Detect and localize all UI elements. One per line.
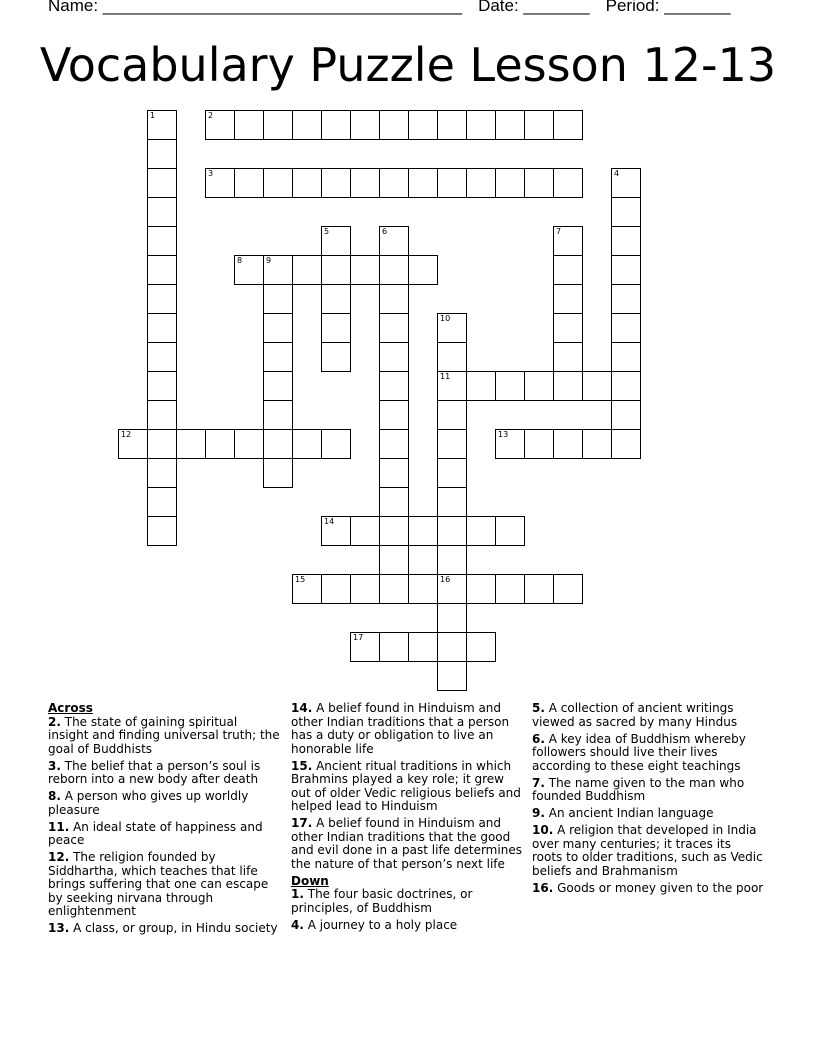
cell-number: 7 bbox=[556, 227, 562, 236]
crossword-cell[interactable] bbox=[553, 110, 583, 140]
crossword-cell[interactable] bbox=[495, 574, 525, 604]
crossword-cell[interactable] bbox=[437, 603, 467, 633]
crossword-cell[interactable] bbox=[437, 313, 467, 343]
cell-number: 17 bbox=[353, 633, 364, 642]
crossword-cell[interactable] bbox=[437, 429, 467, 459]
crossword-cell[interactable] bbox=[147, 429, 177, 459]
crossword-cell[interactable] bbox=[553, 371, 583, 401]
crossword-cell[interactable] bbox=[495, 110, 525, 140]
clue-number: 15. bbox=[291, 758, 313, 773]
cell-number: 16 bbox=[440, 575, 451, 584]
crossword-cell[interactable] bbox=[147, 197, 177, 227]
clue-number: 5. bbox=[532, 701, 545, 715]
crossword-cell[interactable] bbox=[379, 487, 409, 517]
crossword-cell[interactable] bbox=[147, 516, 177, 546]
clue-down-4 bbox=[291, 919, 523, 933]
cell-number: 8 bbox=[237, 256, 243, 265]
crossword-cell[interactable] bbox=[466, 110, 496, 140]
clue-text: The name given to the man who founded Buddhism bbox=[532, 775, 745, 803]
cell-number: 1 bbox=[150, 111, 156, 120]
crossword-cell[interactable] bbox=[524, 110, 554, 140]
cell-number: 6 bbox=[382, 227, 388, 236]
crossword-cell[interactable] bbox=[379, 458, 409, 488]
crossword-cell[interactable] bbox=[466, 371, 496, 401]
crossword-cell[interactable] bbox=[553, 429, 583, 459]
clue-down-6 bbox=[532, 733, 764, 774]
clue-down-9 bbox=[532, 807, 764, 821]
clues-column-2 bbox=[291, 702, 523, 936]
crossword-cell[interactable] bbox=[611, 400, 641, 430]
crossword-cell[interactable] bbox=[147, 226, 177, 256]
crossword-cell[interactable] bbox=[263, 429, 293, 459]
crossword-cell[interactable] bbox=[611, 284, 641, 314]
crossword-cell[interactable] bbox=[350, 632, 380, 662]
name-field-label: Name: ______________________________________ bbox=[48, 0, 463, 15]
crossword-cell[interactable] bbox=[437, 371, 467, 401]
crossword-cell[interactable] bbox=[147, 139, 177, 169]
crossword-cell[interactable] bbox=[466, 168, 496, 198]
crossword-cell[interactable] bbox=[553, 342, 583, 372]
crossword-cell[interactable] bbox=[437, 400, 467, 430]
crossword-cell[interactable] bbox=[408, 110, 438, 140]
clue-number: 9. bbox=[532, 806, 545, 820]
crossword-cell[interactable] bbox=[321, 516, 351, 546]
clue-across-14 bbox=[291, 702, 523, 756]
crossword-cell[interactable] bbox=[437, 110, 467, 140]
crossword-cell[interactable] bbox=[147, 458, 177, 488]
crossword-cell[interactable] bbox=[379, 371, 409, 401]
cell-number: 15 bbox=[295, 575, 306, 584]
period-field-label: Period: _______ bbox=[605, 0, 731, 15]
crossword-cell[interactable] bbox=[147, 168, 177, 198]
clue-text: The religion founded by Siddhartha, which teaches that life brings suffering that one can escape by seeking nirvana through enlightenment bbox=[48, 850, 269, 918]
crossword-cell[interactable] bbox=[437, 458, 467, 488]
crossword-cell[interactable] bbox=[205, 429, 235, 459]
crossword-cell[interactable] bbox=[234, 429, 264, 459]
crossword-cell[interactable] bbox=[437, 574, 467, 604]
crossword-cell[interactable] bbox=[611, 255, 641, 285]
clue-down-7 bbox=[532, 777, 764, 804]
crossword-cell[interactable] bbox=[553, 255, 583, 285]
crossword-cell[interactable] bbox=[582, 371, 612, 401]
crossword-cell[interactable] bbox=[205, 110, 235, 140]
crossword-cell[interactable] bbox=[611, 429, 641, 459]
crossword-cell[interactable] bbox=[205, 168, 235, 198]
crossword-cell[interactable] bbox=[263, 400, 293, 430]
crossword-cell[interactable] bbox=[437, 342, 467, 372]
clue-text: A key idea of Buddhism whereby followers should live their lives according to these eight teachings bbox=[532, 731, 746, 773]
crossword-cell[interactable] bbox=[437, 516, 467, 546]
crossword-cell[interactable] bbox=[437, 632, 467, 662]
crossword-cell[interactable] bbox=[147, 371, 177, 401]
crossword-cell[interactable] bbox=[263, 110, 293, 140]
clue-across-2 bbox=[48, 716, 280, 757]
crossword-cell[interactable] bbox=[263, 255, 293, 285]
crossword-cell[interactable] bbox=[263, 458, 293, 488]
crossword-cell[interactable] bbox=[292, 110, 322, 140]
clue-number: 6. bbox=[532, 731, 545, 746]
crossword-cell[interactable] bbox=[437, 168, 467, 198]
clue-text: A person who gives up worldly pleasure bbox=[48, 789, 249, 817]
clue-down-10 bbox=[532, 824, 764, 878]
clue-text: An ancient Indian language bbox=[548, 806, 714, 820]
crossword-cell[interactable] bbox=[611, 313, 641, 343]
clue-text: The belief that a person’s soul is reborn into a new body after death bbox=[48, 758, 261, 786]
crossword-cell[interactable] bbox=[147, 400, 177, 430]
clue-across-3 bbox=[48, 760, 280, 787]
clue-text: Goods or money given to the poor bbox=[557, 880, 764, 895]
crossword-cell[interactable] bbox=[466, 574, 496, 604]
crossword-cell[interactable] bbox=[292, 574, 322, 604]
clues-column-3 bbox=[532, 702, 764, 899]
date-field-label: Date: _______ bbox=[478, 0, 590, 15]
crossword-cell[interactable] bbox=[466, 516, 496, 546]
crossword-cell[interactable] bbox=[408, 168, 438, 198]
crossword-cell[interactable] bbox=[524, 168, 554, 198]
crossword-cell[interactable] bbox=[292, 429, 322, 459]
crossword-cell[interactable] bbox=[147, 342, 177, 372]
clue-text: A class, or group, in Hindu society bbox=[73, 921, 278, 935]
crossword-cell[interactable] bbox=[437, 661, 467, 691]
cell-number: 9 bbox=[266, 256, 272, 265]
page-title: Vocabulary Puzzle Lesson 12-13 bbox=[39, 38, 777, 92]
cell-number: 13 bbox=[498, 430, 509, 439]
crossword-cell[interactable] bbox=[611, 168, 641, 198]
clue-down-1 bbox=[291, 888, 523, 915]
clue-across-8 bbox=[48, 790, 280, 817]
clue-across-17 bbox=[291, 817, 523, 871]
clue-number: 4. bbox=[291, 917, 304, 932]
crossword-cell[interactable] bbox=[582, 429, 612, 459]
cell-number: 2 bbox=[208, 111, 214, 120]
crossword-cell[interactable] bbox=[379, 400, 409, 430]
crossword-cell[interactable] bbox=[321, 313, 351, 343]
crossword-cell[interactable] bbox=[350, 574, 380, 604]
crossword-cell[interactable] bbox=[611, 371, 641, 401]
crossword-cell[interactable] bbox=[292, 168, 322, 198]
crossword-cell[interactable] bbox=[495, 371, 525, 401]
header-fields bbox=[48, 0, 746, 16]
clues-column-1 bbox=[48, 702, 280, 939]
crossword-cell[interactable] bbox=[379, 255, 409, 285]
crossword-cell[interactable] bbox=[408, 255, 438, 285]
crossword-cell[interactable] bbox=[292, 255, 322, 285]
crossword-cell[interactable] bbox=[379, 168, 409, 198]
crossword-cell[interactable] bbox=[321, 110, 351, 140]
crossword-cell[interactable] bbox=[553, 284, 583, 314]
crossword-cell[interactable] bbox=[350, 255, 380, 285]
crossword-cell[interactable] bbox=[321, 429, 351, 459]
crossword-cell[interactable] bbox=[321, 255, 351, 285]
clue-number: 8. bbox=[48, 789, 61, 803]
crossword-cell[interactable] bbox=[147, 110, 177, 140]
crossword-cell[interactable] bbox=[176, 429, 206, 459]
crossword-cell[interactable] bbox=[379, 110, 409, 140]
crossword-cell[interactable] bbox=[321, 342, 351, 372]
clue-number: 2. bbox=[48, 714, 61, 729]
crossword-cell[interactable] bbox=[263, 371, 293, 401]
crossword-cell[interactable] bbox=[321, 226, 351, 256]
clue-number: 7. bbox=[532, 775, 545, 790]
clue-across-15 bbox=[291, 760, 523, 814]
crossword-cell[interactable] bbox=[118, 429, 148, 459]
crossword-cell[interactable] bbox=[147, 255, 177, 285]
crossword-cell[interactable] bbox=[263, 342, 293, 372]
clue-number: 17. bbox=[291, 816, 313, 830]
crossword-cell[interactable] bbox=[437, 545, 467, 575]
crossword-cell[interactable] bbox=[321, 168, 351, 198]
crossword-cell[interactable] bbox=[147, 284, 177, 314]
clue-number: 11. bbox=[48, 819, 70, 834]
crossword-cell[interactable] bbox=[553, 574, 583, 604]
clue-text: A belief found in Hinduism and other Indian traditions that a person has a duty or obligation to live an honorable life bbox=[291, 701, 510, 756]
clue-text: Ancient ritual traditions in which Brahmins played a key role; it grew out of older Vedic religious beliefs and helped lead to Hinduism bbox=[291, 758, 521, 813]
cell-number: 14 bbox=[324, 517, 335, 526]
cell-number: 10 bbox=[440, 314, 451, 323]
crossword-cell[interactable] bbox=[611, 342, 641, 372]
crossword-cell[interactable] bbox=[524, 574, 554, 604]
crossword-cell[interactable] bbox=[321, 574, 351, 604]
crossword-cell[interactable] bbox=[611, 226, 641, 256]
crossword-cell[interactable] bbox=[408, 632, 438, 662]
crossword-cell[interactable] bbox=[263, 168, 293, 198]
crossword-cell[interactable] bbox=[350, 516, 380, 546]
cell-number: 3 bbox=[208, 169, 214, 178]
crossword-cell[interactable] bbox=[553, 168, 583, 198]
crossword-cell[interactable] bbox=[350, 110, 380, 140]
down-heading: Down bbox=[291, 873, 329, 888]
crossword-cell[interactable] bbox=[524, 371, 554, 401]
crossword-cell[interactable] bbox=[350, 168, 380, 198]
crossword-cell[interactable] bbox=[234, 255, 264, 285]
cell-number: 5 bbox=[324, 227, 330, 236]
crossword-cell[interactable] bbox=[379, 226, 409, 256]
clue-number: 10. bbox=[532, 823, 554, 837]
crossword-cell[interactable] bbox=[495, 516, 525, 546]
clue-across-12 bbox=[48, 851, 280, 919]
crossword-cell[interactable] bbox=[379, 313, 409, 343]
clue-number: 16. bbox=[532, 880, 554, 895]
crossword-cell[interactable] bbox=[437, 487, 467, 517]
clue-number: 14. bbox=[291, 701, 313, 715]
clue-down-5 bbox=[532, 702, 764, 729]
clue-text: An ideal state of happiness and peace bbox=[48, 819, 263, 847]
crossword-cell[interactable] bbox=[147, 313, 177, 343]
clue-number: 13. bbox=[48, 921, 70, 935]
crossword-cell[interactable] bbox=[495, 168, 525, 198]
clue-across-13 bbox=[48, 922, 280, 936]
clue-text: The four basic doctrines, or principles, of Buddhism bbox=[291, 887, 473, 915]
crossword-cell[interactable] bbox=[524, 429, 554, 459]
crossword-cell[interactable] bbox=[379, 632, 409, 662]
across-heading: Across bbox=[48, 701, 93, 715]
clue-number: 1. bbox=[291, 887, 304, 901]
crossword-cell[interactable] bbox=[379, 429, 409, 459]
crossword-cell[interactable] bbox=[379, 342, 409, 372]
clue-text: The state of gaining spiritual insight and finding universal truth; the goal of Buddhists bbox=[48, 714, 280, 756]
crossword-cell[interactable] bbox=[495, 429, 525, 459]
crossword-cell[interactable] bbox=[263, 313, 293, 343]
crossword-cell[interactable] bbox=[379, 284, 409, 314]
crossword-cell[interactable] bbox=[379, 545, 409, 575]
crossword-cell[interactable] bbox=[466, 632, 496, 662]
clue-text: A belief found in Hinduism and other Indian traditions that the good and evil done in a past life determines the nature of that person’s next life bbox=[291, 816, 522, 871]
clue-down-16 bbox=[532, 882, 764, 896]
clue-number: 3. bbox=[48, 758, 61, 773]
crossword-cell[interactable] bbox=[379, 574, 409, 604]
cell-number: 11 bbox=[440, 372, 451, 381]
crossword-cell[interactable] bbox=[553, 313, 583, 343]
clue-text: A journey to a holy place bbox=[307, 917, 458, 932]
crossword-cell[interactable] bbox=[553, 226, 583, 256]
clue-text: A collection of ancient writings viewed as sacred by many Hindus bbox=[532, 701, 738, 729]
cell-number: 4 bbox=[614, 169, 620, 178]
crossword-cell[interactable] bbox=[234, 110, 264, 140]
crossword-cell[interactable] bbox=[321, 284, 351, 314]
crossword-cell[interactable] bbox=[263, 284, 293, 314]
crossword-cell[interactable] bbox=[611, 197, 641, 227]
crossword-cell[interactable] bbox=[408, 574, 438, 604]
clue-number: 12. bbox=[48, 850, 70, 864]
cell-number: 12 bbox=[121, 430, 132, 439]
crossword-cell[interactable] bbox=[147, 487, 177, 517]
crossword-cell[interactable] bbox=[408, 516, 438, 546]
clue-text: A religion that developed in India over many centuries; it traces its roots to older traditions, such as Vedic beliefs and Brahmanism bbox=[532, 823, 763, 878]
crossword-cell[interactable] bbox=[379, 516, 409, 546]
clue-across-11 bbox=[48, 821, 280, 848]
crossword-cell[interactable] bbox=[234, 168, 264, 198]
